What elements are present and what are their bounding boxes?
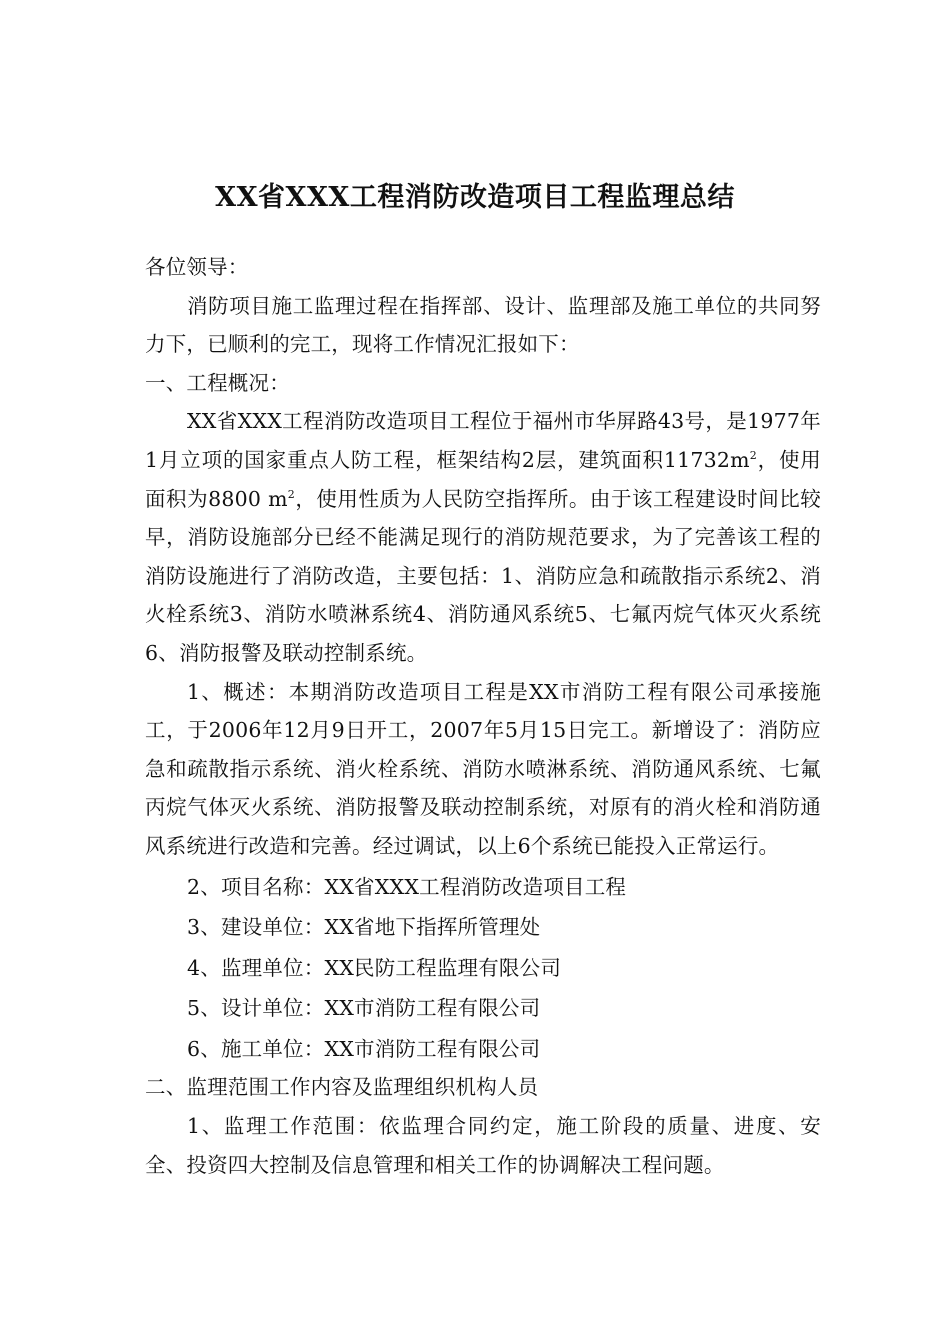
list-item-owner: 3、建设单位：XX省地下指挥所管理处 — [187, 915, 541, 940]
list-item-contractor: 6、施工单位：XX市消防工程有限公司 — [187, 1036, 541, 1061]
document-body — [145, 248, 821, 1184]
section-1-heading: 一、工程概况： — [145, 370, 290, 395]
intro-paragraph: 消防项目施工监理过程在指挥部、设计、监理部及施工单位的共同努力下，已顺利的完工，现将工作情况汇报如下： — [145, 293, 821, 357]
overview-paragraph — [145, 402, 821, 672]
superscript-2: 2 — [287, 487, 295, 501]
list-item-designer: 5、设计单位：XX市消防工程有限公司 — [187, 996, 541, 1021]
scope-paragraph: 1、监理工作范围：依监理合同约定，施工阶段的质量、进度、安全、投资四大控制及信息管理和相关工作的协调解决工程问题。 — [145, 1114, 821, 1177]
superscript-2: 2 — [749, 448, 757, 462]
list-item-project-name: 2、项目名称：XX省XXX工程消防改造项目工程 — [187, 874, 627, 899]
salutation: 各位领导： — [145, 255, 249, 279]
overview-text-part-2: ，使用面积为8800 m — [145, 447, 821, 511]
section-2-heading: 二、监理范围工作内容及监理组织机构人员 — [145, 1075, 539, 1100]
summary-paragraph: 1、概述：本期消防改造项目工程是XX市消防工程有限公司承接施工，于2006年12月9日开工，2007年5月15日完工。新增设了：消防应急和疏散指示系统、消火栓系统、消防水喷淋系统、消防通风系统、七氟丙烷气体灭火系统、消防报警及联动控制系统，对原有的消火栓和消防通风系统进行改造和完善。经过调试，以上6个系统已能投入正常运行。 — [145, 679, 821, 858]
document-title: XX省XXX工程消防改造项目工程监理总结 — [215, 182, 735, 214]
list-item-supervisor: 4、监理单位：XX民防工程监理有限公司 — [187, 955, 562, 980]
overview-text-part-3: ，使用性质为人民防空指挥所。由于该工程建设时间比较早，消防设施部分已经不能满足现行的消防规范要求，为了完善该工程的消防设施进行了消防改造，主要包括：1、消防应急和疏散指示系统2、消火栓系统3、消防水喷淋系统4、消防通风系统5、七氟丙烷气体灭火系统6、消防报警及联动控制系统。 — [145, 486, 821, 665]
overview-text-part-1: XX省XXX工程消防改造项目工程位于福州市华屏路43号，是1977年1月立项的国家重点人防工程，框架结构2层，建筑面积11732m — [145, 409, 821, 472]
